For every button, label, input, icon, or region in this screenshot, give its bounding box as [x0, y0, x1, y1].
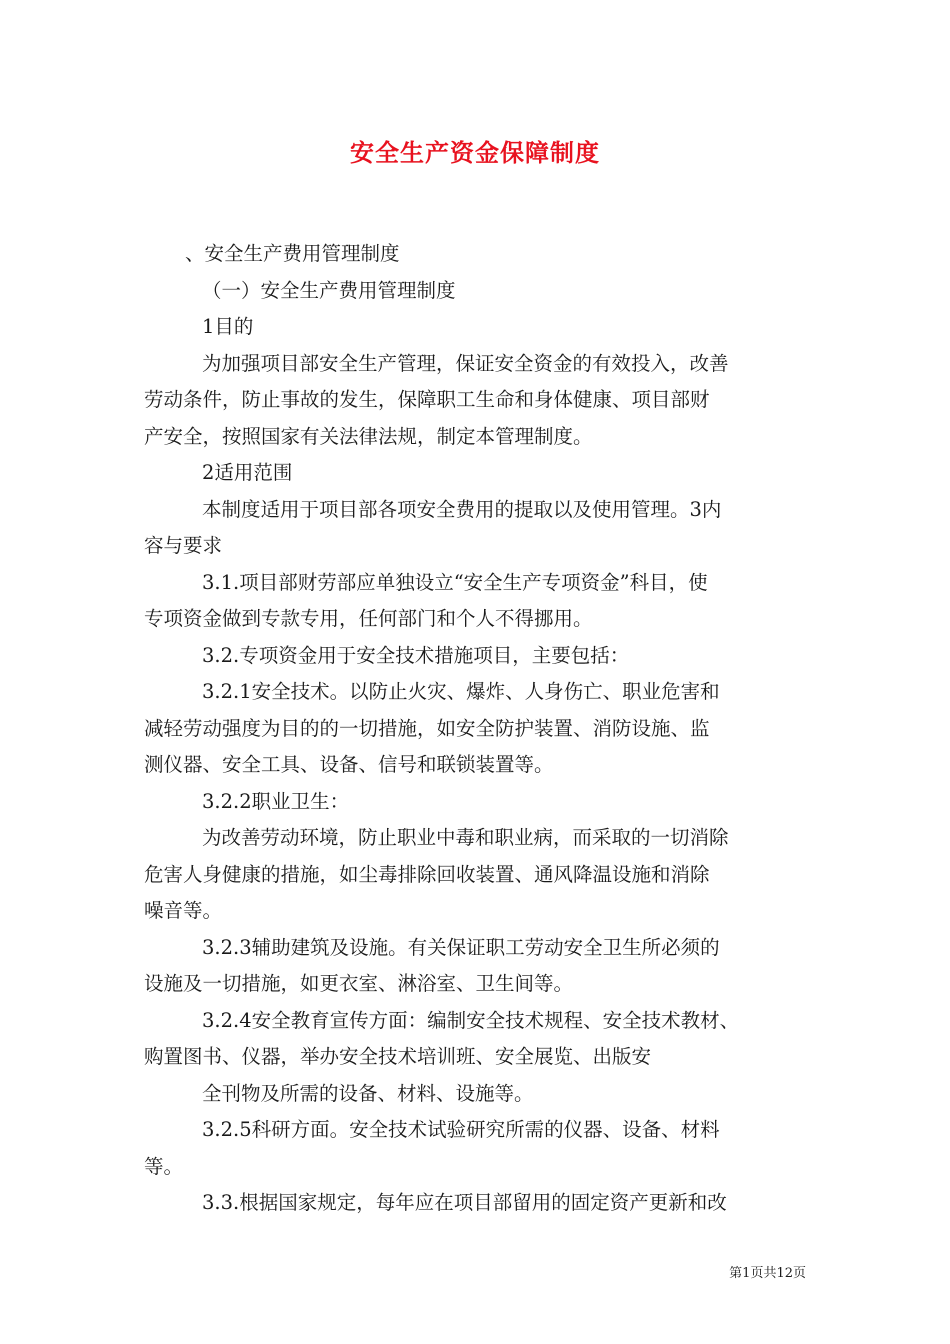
body-line: 3.2.4安全教育宣传方面：编制安全技术规程、安全技术教材、 [202, 1008, 740, 1032]
body-line: 3.2.1安全技术。以防止火灾、爆炸、人身伤亡、职业危害和 [202, 680, 720, 703]
document-title: 安全生产资金保障制度 [350, 138, 600, 167]
body-line: 1目的 [202, 315, 254, 338]
body-line: 危害人身健康的措施，如尘毒排除回收装置、通风降温设施和消除 [144, 862, 710, 886]
body-line: 3.2.3辅助建筑及设施。有关保证职工劳动安全卫生所必须的 [202, 935, 720, 959]
document-body [144, 236, 809, 1222]
body-line: 为改善劳动环境，防止职业中毒和职业病，而采取的一切消除 [202, 826, 729, 849]
page-number: 第1页共12页 [729, 1266, 806, 1281]
body-line: 噪音等。 [144, 899, 223, 922]
body-line: 本制度适用于项目部各项安全费用的提取以及使用管理。3内 [202, 497, 722, 521]
body-line: 等。 [144, 1154, 184, 1178]
body-line: 产安全，按照国家有关法律法规，制定本管理制度。 [144, 424, 593, 448]
body-line: （一）安全生产费用管理制度 [202, 278, 456, 302]
body-line: 减轻劳动强度为目的的一切措施，如安全防护装置、消防设施、监 [144, 716, 710, 740]
body-line: 设施及一切措施，如更衣室、淋浴室、卫生间等。 [144, 972, 574, 995]
body-line: 3.3.根据国家规定，每年应在项目部留用的固定资产更新和改 [202, 1191, 727, 1214]
body-line: 劳动条件，防止事故的发生，保障职工生命和身体健康、项目部财 [144, 388, 710, 411]
body-line: 为加强项目部安全生产管理，保证安全资金的有效投入，改善 [202, 351, 729, 375]
body-line: 容与要求 [144, 534, 223, 557]
body-line: 2适用范围 [202, 461, 293, 484]
body-line: 、安全生产费用管理制度 [185, 242, 400, 265]
body-line: 专项资金做到专款专用，任何部门和个人不得挪用。 [144, 607, 593, 630]
body-line: 3.2.5科研方面。安全技术试验研究所需的仪器、设备、材料 [202, 1118, 720, 1141]
body-line: 测仪器、安全工具、设备、信号和联锁装置等。 [144, 753, 554, 776]
body-line: 3.2.专项资金用于安全技术措施项目，主要包括： [202, 643, 630, 667]
body-line: 全刊物及所需的设备、材料、设施等。 [202, 1081, 534, 1105]
body-line: 购置图书、仪器，举办安全技术培训班、安全展览、出版安 [144, 1045, 652, 1068]
body-line: 3.2.2职业卫生： [202, 789, 350, 813]
body-line: 3.1.项目部财劳部应单独设立“安全生产专项资金”科目，使 [202, 570, 708, 594]
